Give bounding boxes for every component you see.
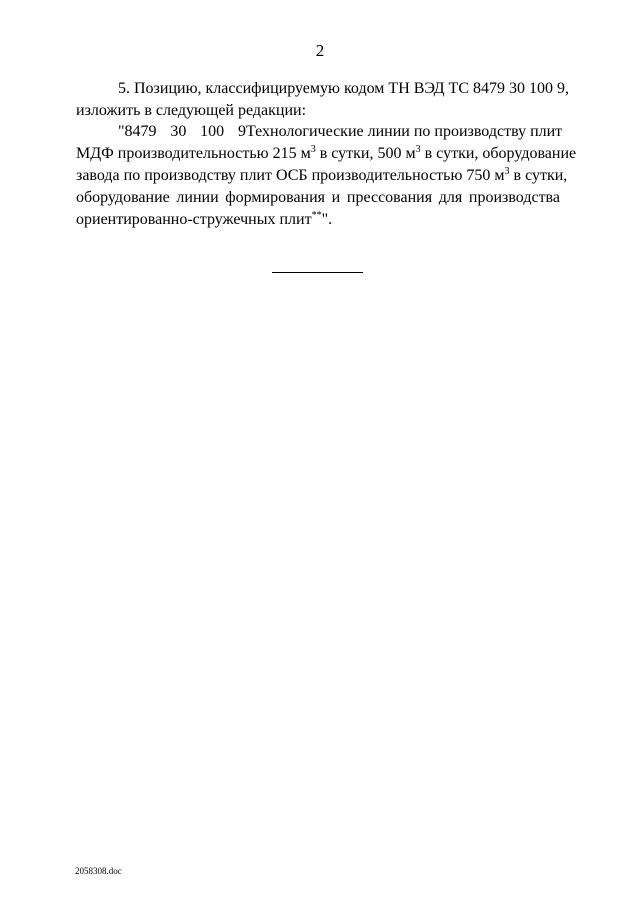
position-line-2 bbox=[76, 143, 577, 165]
position-line-5 bbox=[76, 209, 560, 231]
end-separator-line bbox=[272, 272, 363, 273]
position-line-1 bbox=[76, 121, 563, 143]
position-code: "8479 30 100 9 bbox=[118, 123, 246, 140]
position-line-4: оборудование линии формирования и прессования для производства bbox=[76, 189, 560, 206]
position-line-5-b: ". bbox=[321, 211, 333, 228]
item-5-paragraph bbox=[76, 78, 569, 122]
position-line-2-a: МДФ производительностью 215 м bbox=[76, 145, 311, 162]
position-line-1-text: Технологические линии по производству плит bbox=[246, 123, 563, 140]
position-line-5-a: ориентированно-стружечных плит bbox=[76, 211, 312, 228]
position-paragraph bbox=[76, 121, 577, 231]
position-line-3-a: завода по производству плит ОСБ производительностью 750 м bbox=[76, 167, 505, 184]
position-line-3-b: в сутки, bbox=[509, 167, 568, 184]
position-line-3 bbox=[76, 165, 568, 187]
cubic-sup-1: 3 bbox=[310, 144, 316, 155]
page-number: 2 bbox=[315, 41, 325, 60]
cubic-sup-3: 3 bbox=[504, 166, 510, 177]
position-line-2-b: в сутки, 500 м bbox=[315, 145, 416, 162]
position-line-2-c: в сутки, оборудование bbox=[420, 145, 577, 162]
item-5-line-2: изложить в следующей редакции: bbox=[76, 102, 307, 119]
footer-file-name: 2058308.doc bbox=[75, 866, 122, 876]
item-5-line-1: 5. Позицию, классифицируемую кодом ТН ВЭД ТС 8479 30 100 9, bbox=[118, 80, 569, 97]
footnote-marker: ** bbox=[311, 210, 322, 221]
cubic-sup-2: 3 bbox=[415, 144, 421, 155]
